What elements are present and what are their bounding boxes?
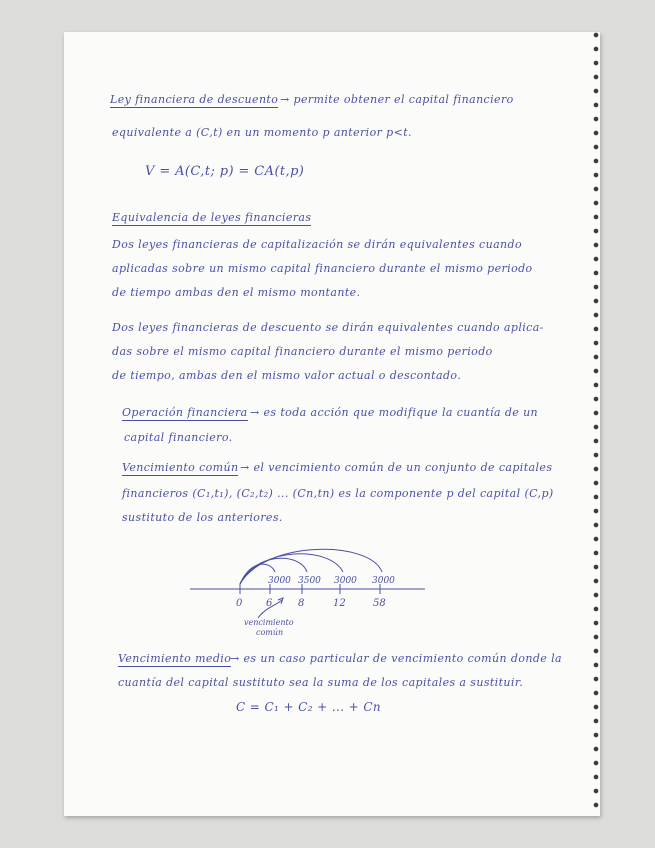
text-line: aplicadas sobre un mismo capital financiero durante el mismo periodo [112, 262, 533, 275]
heading-vencimiento-medio: Vencimiento medio [118, 652, 232, 665]
heading-equivalencia: Equivalencia de leyes financieras [112, 211, 312, 224]
text-line: → permite obtener el capital financiero [280, 93, 514, 106]
text-line: Dos leyes financieras de descuento se dirán equivalentes cuando aplica- [112, 321, 544, 334]
text-line: → el vencimiento común de un conjunto de capitales [240, 461, 553, 474]
text-line: equivalente a (C,t) en un momento p anterior p<t. [112, 126, 412, 139]
caption-comun: común [256, 628, 284, 637]
text-line: → es toda acción que modifique la cuantía de un [250, 406, 539, 419]
formula-vencimiento-medio: C = C₁ + C₂ + ... + Cn [236, 700, 382, 714]
tick-label: 12 [333, 598, 346, 609]
text-line: de tiempo ambas den el mismo montante. [112, 286, 361, 299]
text-line: cuantía del capital sustituto sea la suma de los capitales a sustituir. [118, 676, 524, 689]
text-line: financieros (C₁,t₁), (C₂,t₂) ... (Cn,tn) es la componente p del capital (C,p) [122, 487, 554, 500]
amount-label: 3000 [268, 576, 291, 586]
text-line: de tiempo, ambas den el mismo valor actual o descontado. [112, 369, 462, 382]
heading-vencimiento-comun: Vencimiento común [122, 461, 239, 474]
text-line: Dos leyes financieras de capitalización se dirán equivalentes cuando [112, 238, 522, 251]
text-line: → es un caso particular de vencimiento común donde la [230, 652, 562, 665]
amount-label: 3000 [334, 576, 357, 586]
tick-label: 8 [298, 598, 305, 609]
tick-label: 6 [266, 598, 273, 609]
caption-vencimiento: vencimiento [244, 618, 294, 627]
heading-ley-descuento: Ley financiera de descuento [110, 93, 279, 106]
text-line: capital financiero. [124, 431, 233, 444]
tick-label: 58 [373, 598, 386, 609]
text-line: sustituto de los anteriores. [122, 511, 283, 524]
tick-label: 0 [236, 598, 243, 609]
arc [240, 554, 343, 584]
text-line: das sobre el mismo capital financiero durante el mismo periodo [112, 345, 493, 358]
amount-label: 3000 [372, 576, 395, 586]
heading-operacion-financiera: Operación financiera [122, 406, 248, 419]
formula-descuento: V = A(C,t; p) = CA(t,p) [145, 164, 305, 179]
amount-label: 3500 [298, 576, 321, 586]
